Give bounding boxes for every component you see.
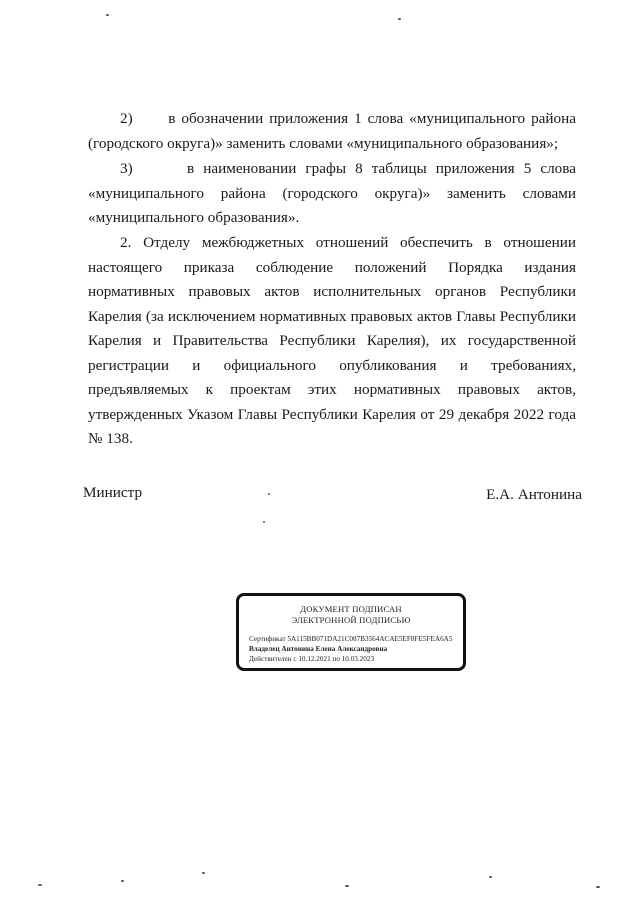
scan-speck xyxy=(202,872,205,874)
scan-speck xyxy=(38,884,42,886)
stamp-heading-line-1: ДОКУМЕНТ ПОДПИСАН xyxy=(300,604,402,614)
signer-title: Министр xyxy=(83,484,143,501)
scan-speck xyxy=(121,880,124,882)
scan-speck xyxy=(596,886,600,888)
scan-speck xyxy=(106,14,109,16)
item-2-paragraph xyxy=(88,107,576,156)
scan-speck xyxy=(489,876,492,878)
scan-speck xyxy=(263,521,265,523)
scan-speck xyxy=(345,885,349,887)
signer-name: Е.А. Антонина xyxy=(486,486,582,503)
stamp-certificate: Сертификат 5A115BB071DA21C087B3564ACAE5EF8FE5FEA6A5 xyxy=(249,635,453,643)
item-3-text: в наименовании графы 8 таблицы приложения 5 слова «муниципального района (городского округа)» заменить словами «муниципального образования». xyxy=(88,160,576,226)
stamp-heading-line-2: ЭЛЕКТРОННОЙ ПОДПИСЬЮ xyxy=(291,615,411,625)
scan-speck xyxy=(398,18,401,20)
item-3-number: 3) xyxy=(120,160,133,177)
stamp-heading xyxy=(239,604,463,626)
section-2-paragraph: 2. Отделу межбюджетных отношений обеспечить в отношении настоящего приказа соблюдение положений Порядка издания нормативных правовых актов исполнительных органов Республики Карелия (за исключением нормативных правовых актов Главы Республики Карелия и Правительства Республики Карелия), их государственной регистрации и официального опубликования и требованиях, предъявляемых к проектам этих нормативных правовых актов, утвержденных Указом Главы Республики Карелия от 29 декабря 2022 года № 138. xyxy=(88,234,576,447)
stamp-validity: Действителен с 10.12.2021 по 10.03.2023 xyxy=(249,655,375,663)
item-2-text: в обозначении приложения 1 слова «муниципального района (городского округа)» заменить словами «муниципального образования»; xyxy=(88,110,576,152)
scan-speck xyxy=(268,493,270,495)
item-2-number: 2) xyxy=(120,110,133,127)
electronic-signature-stamp xyxy=(236,593,466,671)
stamp-owner: Владелец Антонина Елена Александровна xyxy=(249,645,388,653)
item-3-paragraph xyxy=(88,157,576,231)
